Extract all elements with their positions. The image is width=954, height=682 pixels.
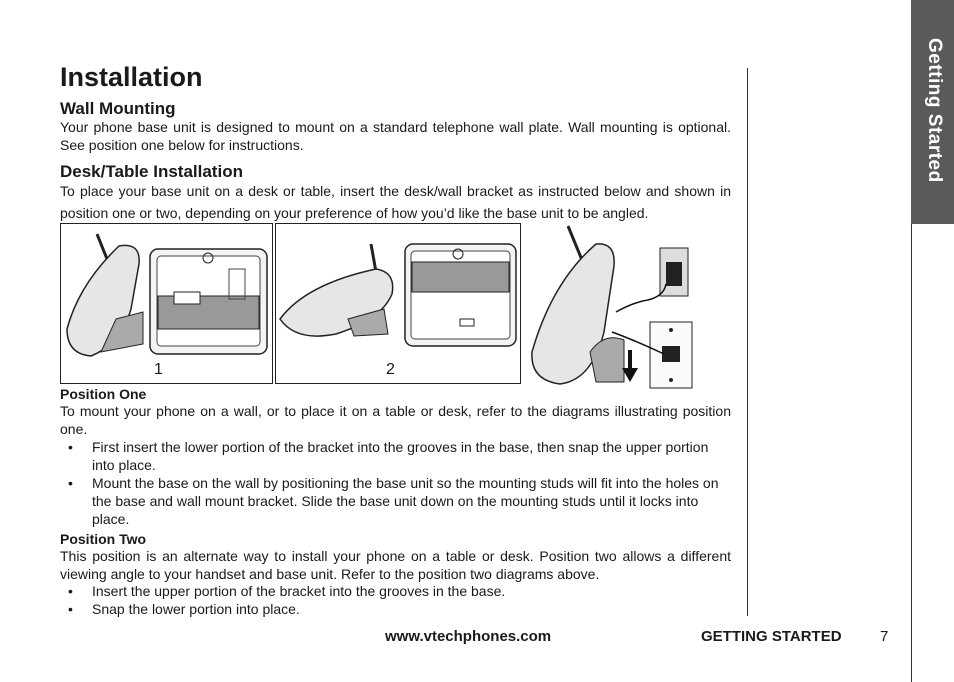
figure-position-one xyxy=(60,223,273,384)
position-one-text: To mount your phone on a wall, or to place it on a table or desk, refer to the diagrams illustrating position one. xyxy=(60,403,731,437)
footer-section-title: GETTING STARTED xyxy=(701,628,842,645)
wall-mounting-text: Your phone base unit is designed to mount on a standard telephone wall plate. Wall mounting is optional. See position one below for instructions. xyxy=(60,119,731,153)
bullet-symbol: • xyxy=(68,601,73,617)
page-number: 7 xyxy=(880,628,889,645)
figure-position-two xyxy=(275,223,521,384)
page-title: Installation xyxy=(60,62,203,92)
column-rule xyxy=(747,68,748,616)
bullet-symbol: • xyxy=(68,583,73,599)
list-item-text: Snap the lower portion into place. xyxy=(92,601,300,617)
tab-divider xyxy=(911,224,912,682)
list-item xyxy=(60,474,731,528)
position-one-heading: Position One xyxy=(60,386,147,402)
position-two-text: This position is an alternate way to install your phone on a table or desk. Position two allows a different viewing angle to your handset and base unit. Refer to the position two diagrams above. xyxy=(60,548,731,582)
list-item-text: First insert the lower portion of the bracket into the grooves in the base, then snap the upper portion into place. xyxy=(92,439,709,473)
wall-mount-illustration xyxy=(524,222,696,392)
list-item-text: Insert the upper portion of the bracket into the grooves in the base. xyxy=(92,583,506,599)
base-unit-illustration xyxy=(61,224,272,383)
list-item xyxy=(60,438,731,474)
list-item-text: Mount the base on the wall by positioning the base unit so the mounting studs will fit into the holes on the base and wall mount bracket. Slide the base unit down on the mounting studs until it locks into place. xyxy=(92,475,719,527)
bullet-symbol: • xyxy=(68,475,73,491)
wall-mounting-heading: Wall Mounting xyxy=(60,99,176,118)
list-item xyxy=(60,582,731,600)
bullet-symbol: • xyxy=(68,439,73,455)
base-unit-angled-illustration xyxy=(276,224,520,383)
figure-number-two: 2 xyxy=(386,361,395,378)
list-item xyxy=(60,600,731,618)
desk-installation-text: To place your base unit on a desk or table, insert the desk/wall bracket as instructed below and shown in position one or two, depending on your preference of how you’d like the base unit to be angled. xyxy=(60,183,731,221)
position-two-heading: Position Two xyxy=(60,531,147,547)
figure-number-one: 1 xyxy=(154,361,163,378)
desk-installation-heading: Desk/Table Installation xyxy=(60,162,243,181)
figure-wall-mounted xyxy=(524,222,696,392)
website-link[interactable]: www.vtechphones.com xyxy=(385,628,552,645)
section-tab-label: Getting Started xyxy=(924,38,945,183)
